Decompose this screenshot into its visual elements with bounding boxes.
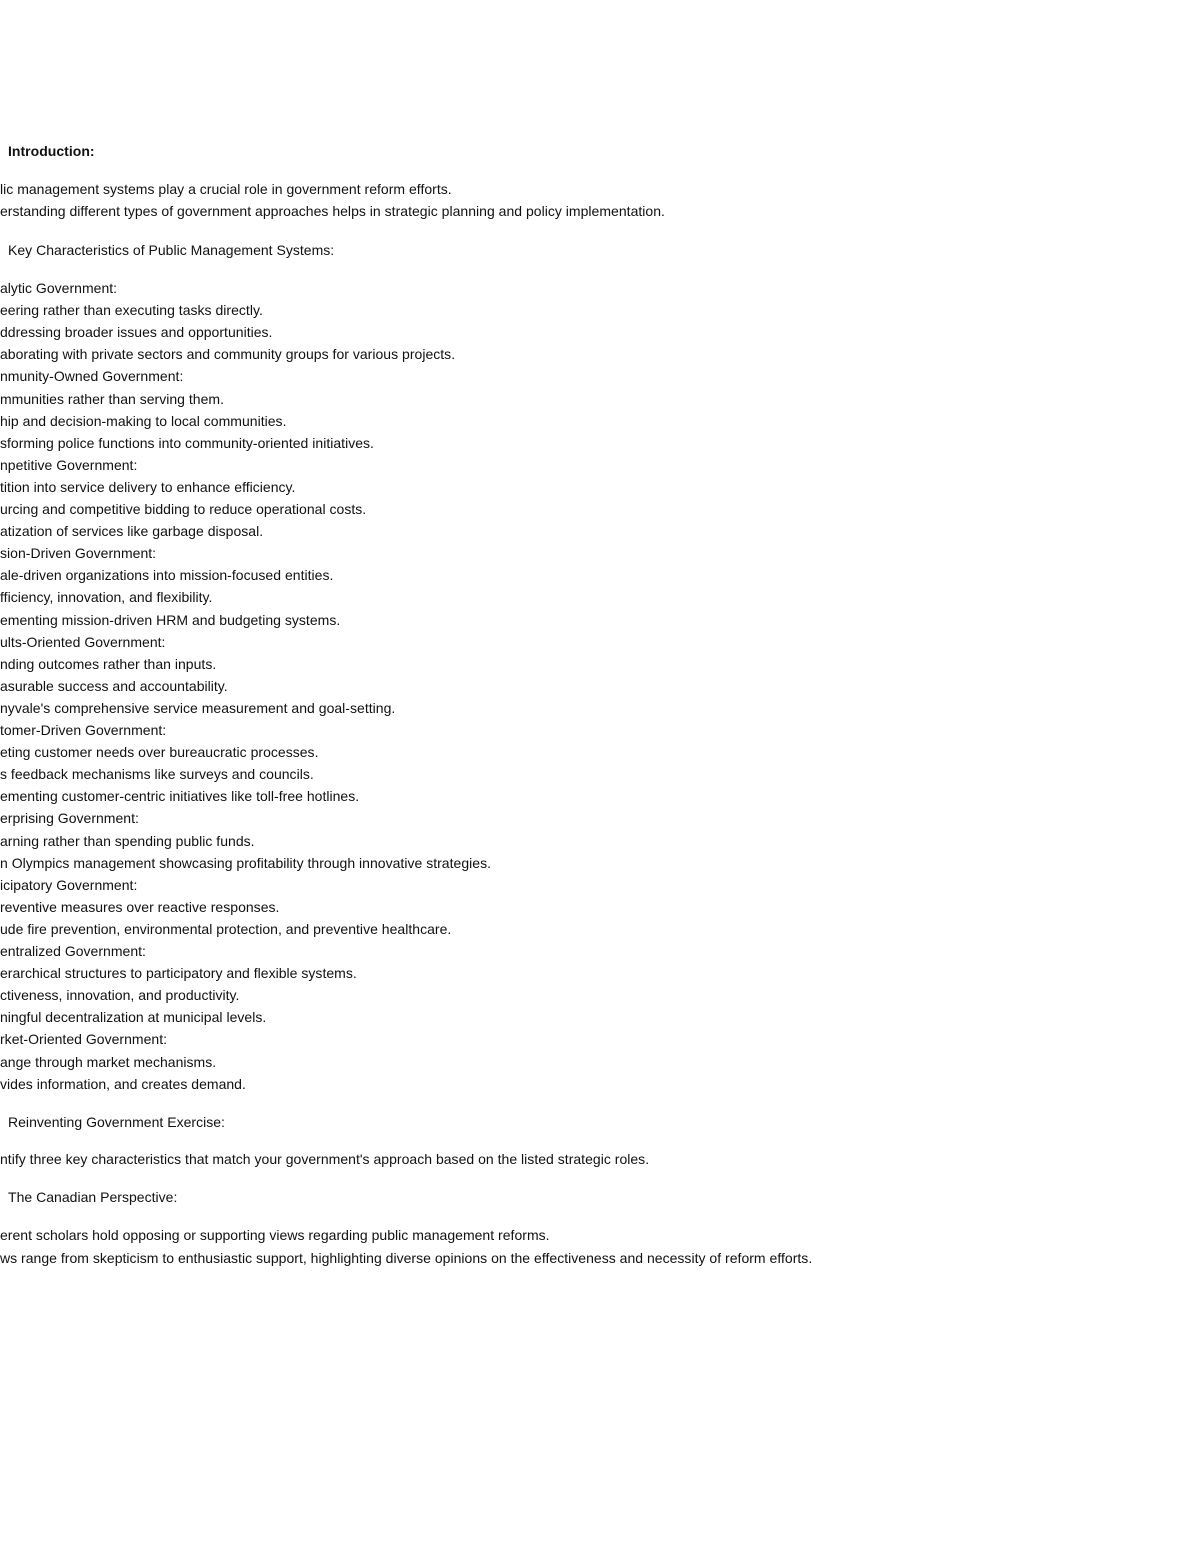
key-characteristic-line: erprising Government: <box>0 810 139 826</box>
key-characteristic-line: aborating with private sectors and community groups for various projects. <box>0 346 456 362</box>
key-characteristic-line: ctiveness, innovation, and productivity. <box>0 987 240 1003</box>
key-characteristic-line: asurable success and accountability. <box>0 678 228 694</box>
key-characteristic-line: rket-Oriented Government: <box>0 1031 168 1047</box>
key-characteristic-line: ale-driven organizations into mission-focused entities. <box>0 567 334 583</box>
key-characteristic-line: nyvale's comprehensive service measurement and goal-setting. <box>0 700 396 716</box>
key-characteristic-line: eering rather than executing tasks directly. <box>0 302 263 318</box>
key-characteristic-line: npetitive Government: <box>0 457 138 473</box>
key-characteristic-line: ddressing broader issues and opportunities. <box>0 324 273 340</box>
key-characteristic-line: eting customer needs over bureaucratic processes. <box>0 744 319 760</box>
key-characteristic-line: mmunities rather than serving them. <box>0 391 225 407</box>
canadian-line: ws range from skepticism to enthusiastic support, highlighting diverse opinions on the effectiveness and necessity of reform efforts. <box>0 1250 813 1266</box>
intro-line: lic management systems play a crucial role in government reform efforts. <box>0 181 452 197</box>
key-characteristic-line: arning rather than spending public funds. <box>0 833 255 849</box>
key-characteristic-line: icipatory Government: <box>0 877 138 893</box>
key-characteristic-line: atization of services like garbage disposal. <box>0 523 264 539</box>
key-characteristic-line: tition into service delivery to enhance efficiency. <box>0 479 296 495</box>
exercise-line: ntify three key characteristics that match your government's approach based on the listed strategic roles. <box>0 1151 650 1167</box>
heading-reinventing-exercise: Reinventing Government Exercise: <box>8 1114 225 1130</box>
key-characteristic-line: n Olympics management showcasing profitability through innovative strategies. <box>0 855 492 871</box>
key-characteristic-line: ults-Oriented Government: <box>0 634 166 650</box>
key-characteristic-line: fficiency, innovation, and flexibility. <box>0 589 213 605</box>
intro-line: erstanding different types of government approaches helps in strategic planning and policy implementation. <box>0 203 665 219</box>
heading-introduction: Introduction: <box>8 143 95 159</box>
key-characteristic-line: vides information, and creates demand. <box>0 1076 246 1092</box>
canadian-line: erent scholars hold opposing or supporting views regarding public management reforms. <box>0 1227 550 1243</box>
key-characteristic-line: sion-Driven Government: <box>0 545 157 561</box>
key-characteristic-line: urcing and competitive bidding to reduce operational costs. <box>0 501 367 517</box>
key-characteristic-line: tomer-Driven Government: <box>0 722 167 738</box>
key-characteristic-line: reventive measures over reactive responses. <box>0 899 280 915</box>
key-characteristic-line: ningful decentralization at municipal levels. <box>0 1009 267 1025</box>
key-characteristic-line: ange through market mechanisms. <box>0 1054 217 1070</box>
key-characteristic-line: ude fire prevention, environmental protection, and preventive healthcare. <box>0 921 452 937</box>
heading-key-characteristics: Key Characteristics of Public Management Systems: <box>8 242 335 258</box>
key-characteristic-line: ementing mission-driven HRM and budgeting systems. <box>0 612 341 628</box>
key-characteristic-line: ementing customer-centric initiatives like toll-free hotlines. <box>0 788 360 804</box>
key-characteristic-line: sforming police functions into community-oriented initiatives. <box>0 435 374 451</box>
key-characteristic-line: s feedback mechanisms like surveys and councils. <box>0 766 314 782</box>
key-characteristic-line: erarchical structures to participatory and flexible systems. <box>0 965 357 981</box>
key-characteristic-line: entralized Government: <box>0 943 146 959</box>
key-characteristic-line: nding outcomes rather than inputs. <box>0 656 217 672</box>
key-characteristic-line: nmunity-Owned Government: <box>0 368 184 384</box>
key-characteristic-line: hip and decision-making to local communities. <box>0 413 287 429</box>
heading-canadian-perspective: The Canadian Perspective: <box>8 1189 178 1205</box>
key-characteristic-line: alytic Government: <box>0 280 118 296</box>
